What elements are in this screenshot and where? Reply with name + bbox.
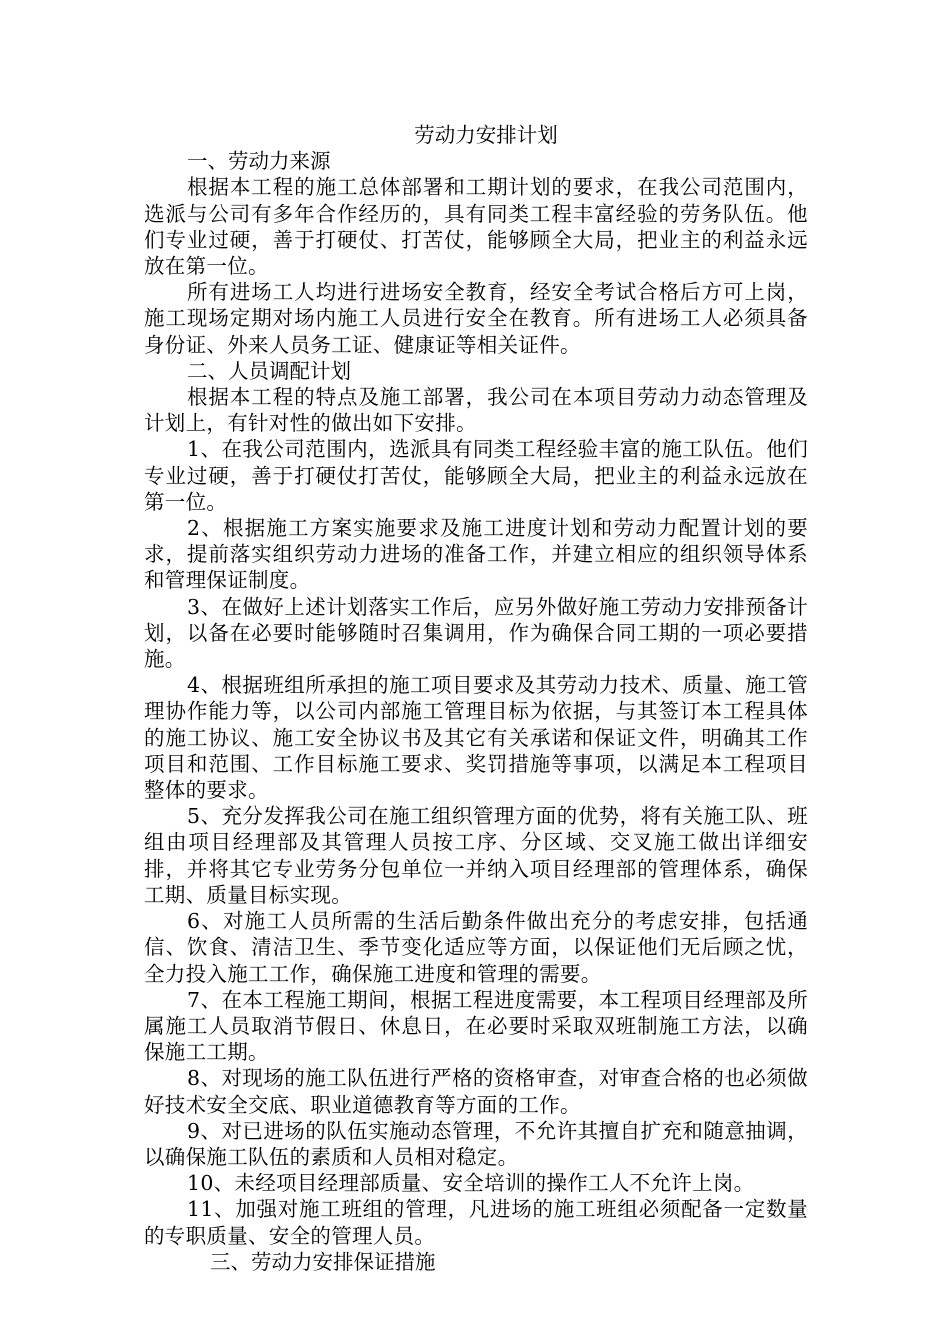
document-body	[144, 122, 808, 1275]
list-item: 5、充分发挥我公司在施工组织管理方面的优势，将有关施工队、班组由项目经理部及其管理人员按工序、分区域、交叉施工做出详细安排，并将其它专业劳务分包单位一并纳入项目经理部的管理体系，确保工期、质量目标实现。	[144, 804, 808, 907]
list-item: 2、根据施工方案实施要求及施工进度计划和劳动力配置计划的要求，提前落实组织劳动力进场的准备工作，并建立相应的组织领导体系和管理保证制度。	[144, 516, 808, 593]
list-item: 1、在我公司范围内，选派具有同类工程经验丰富的施工队伍。他们专业过硬，善于打硬仗打苦仗，能够顾全大局，把业主的利益永远放在第一位。	[144, 437, 808, 514]
section-heading-guarantee-measures: 三、劳动力安排保证措施	[210, 1249, 436, 1274]
section-heading-labor-source: 一、劳动力来源	[187, 149, 331, 174]
document-title: 劳动力安排计划	[414, 123, 558, 147]
section-heading-staff-allocation: 二、人员调配计划	[187, 358, 351, 383]
paragraph: 所有进场工人均进行进场安全教育，经安全考试合格后方可上岗，施工现场定期对场内施工人员进行安全在教育。所有进场工人必须具备身份证、外来人员务工证、健康证等相关证件。	[144, 280, 808, 357]
list-item: 9、对已进场的队伍实施动态管理，不允许其擅自扩充和随意抽调，以确保施工队伍的素质和人员相对稳定。	[144, 1118, 808, 1169]
list-item: 11、加强对施工班组的管理，凡进场的施工班组必须配备一定数量的专职质量、安全的管理人员。	[144, 1197, 808, 1248]
paragraph: 根据本工程的施工总体部署和工期计划的要求，在我公司范围内，选派与公司有多年合作经历的，具有同类工程丰富经验的劳务队伍。他们专业过硬，善于打硬仗、打苦仗，能够顾全大局，把业主的利益永远放在第一位。	[144, 175, 808, 279]
list-item: 4、根据班组所承担的施工项目要求及其劳动力技术、质量、施工管理协作能力等，以公司内部施工管理目标为依据，与其签订本工程具体的施工协议、施工安全协议书及其它有关承诺和保证文件，明确其工作项目和范围、工作目标施工要求、奖罚措施等事项，以满足本工程项目整体的要求。	[144, 673, 808, 803]
list-item: 10、未经项目经理部质量、安全培训的操作工人不允许上岗。	[187, 1171, 755, 1196]
list-item: 8、对现场的施工队伍进行严格的资格审查，对审查合格的也必须做好技术安全交底、职业道德教育等方面的工作。	[144, 1066, 808, 1117]
list-item: 3、在做好上述计划落实工作后，应另外做好施工劳动力安排预备计划，以备在必要时能够随时召集调用，作为确保合同工期的一项必要措施。	[144, 594, 808, 672]
list-item: 7、在本工程施工期间，根据工程进度需要，本工程项目经理部及所属施工人员取消节假日、休息日，在必要时采取双班制施工方法，以确保施工工期。	[144, 987, 808, 1065]
list-item: 6、对施工人员所需的生活后勤条件做出充分的考虑安排，包括通信、饮食、清洁卫生、季节变化适应等方面，以保证他们无后顾之忧，全力投入施工工作，确保施工进度和管理的需要。	[144, 909, 808, 986]
paragraph: 根据本工程的特点及施工部署，我公司在本项目劳动力动态管理及计划上，有针对性的做出如下安排。	[144, 385, 808, 436]
